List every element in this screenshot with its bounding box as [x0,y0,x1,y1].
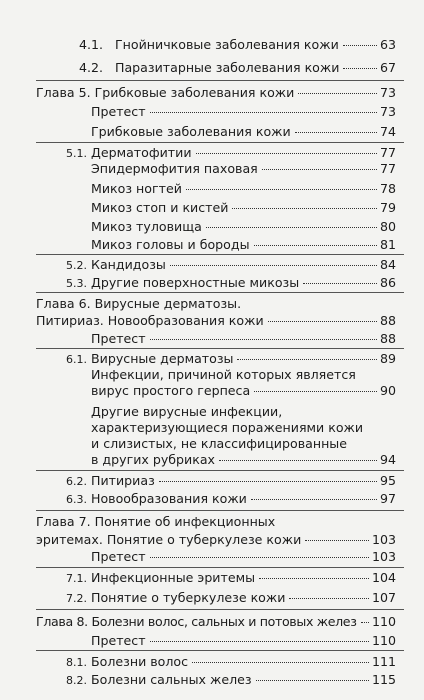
entry-title: Питириаз [91,473,155,488]
entry-title: Претест [91,549,146,564]
page-number: 95 [379,473,396,488]
toc-entry-7-2 [66,589,396,607]
entry-title: Микоз головы и бороды [91,237,250,252]
chapter-6-heading-line-1: Глава 6. Вирусные дерматозы. [36,296,242,311]
page-number: 103 [371,532,396,547]
subentry-text-line: характеризующиеся поражениями кожи [91,420,364,435]
chapter-7-heading-line-1: Глава 7. Понятие об инфекционных [36,514,276,529]
section-number: 5.2. [66,259,87,272]
toc-entry-pretest-8 [91,632,396,649]
page-number: 74 [379,124,396,139]
chapter-title: Глава 5. Грибковые заболевания кожи [36,85,295,100]
page-number: 88 [379,331,396,346]
dot-leader [251,499,377,500]
entry-title: Кандидозы [91,257,166,272]
dot-leader [305,540,369,541]
section-number: 8.1. [66,656,87,669]
entry-title: Микоз ногтей [91,181,182,196]
page-number: 67 [379,60,396,75]
toc-subentry [91,199,396,216]
separator-line [36,292,404,293]
chapter-title: Глава 8. Болезни волос, сальных и потовых желез [36,614,357,629]
dot-leader [254,391,377,392]
toc-subentry [91,180,396,197]
toc-entry-5-3 [66,274,396,292]
page-number: 89 [379,351,396,366]
toc-entry-4-2 [79,59,396,76]
page-number: 94 [379,452,396,467]
section-number: 5.1. [66,147,87,160]
section-number: 4.2. [79,60,104,75]
dot-leader [361,622,369,623]
dot-leader [343,45,377,46]
dot-leader [262,169,377,170]
entry-title: Понятие о туберкулезе кожи [91,590,286,605]
toc-entry-8-1 [66,653,396,671]
page-number: 90 [379,383,396,398]
page-number: 80 [379,219,396,234]
entry-title: Другие поверхностные микозы [91,275,300,290]
page-number: 81 [379,237,396,252]
page-number: 97 [379,491,396,506]
page-number: 73 [379,85,396,100]
entry-title: Новообразования кожи [91,491,247,506]
dot-leader [343,68,377,69]
toc-subentry [91,382,396,399]
section-number: 4.1. [79,37,104,52]
separator-line [36,567,404,568]
section-number: 7.2. [66,592,87,605]
separator-line [36,80,404,81]
chapter-7-heading [36,531,396,548]
page-number: 78 [379,181,396,196]
page-number: 104 [371,570,396,585]
separator-line [36,470,404,471]
dot-leader [150,641,369,642]
dot-leader [150,557,369,558]
chapter-title: Питириаз. Новообразования кожи [36,313,264,328]
page-number: 73 [379,104,396,119]
section-number: 6.3. [66,493,87,506]
page-number: 86 [379,275,396,290]
section-number: 5.3. [66,277,87,290]
page-number: 103 [371,549,396,564]
toc-entry-fungal [91,123,396,140]
entry-title: в других рубриках [91,452,216,467]
page-number: 107 [371,590,396,605]
entry-title: вирус простого герпеса [91,383,251,398]
dot-leader [295,132,377,133]
dot-leader [150,112,377,113]
entry-title: Микоз стоп и кистей [91,200,229,215]
subentry-text-line: Другие вирусные инфекции, [91,404,283,419]
entry-title: Претест [91,331,146,346]
toc-entry-pretest-5 [91,103,396,120]
subentry-text-line: Инфекции, причиной которых является [91,367,356,382]
dot-leader [254,245,377,246]
entry-title: Претест [91,104,146,119]
page-number: 110 [371,614,396,629]
page-number: 79 [379,200,396,215]
dot-leader [268,321,377,322]
toc-entry-6-3 [66,490,396,508]
toc-subentry [91,160,396,177]
chapter-5-heading [36,84,396,101]
chapter-title: эритемах. Понятие о туберкулезе кожи [36,532,302,547]
dot-leader [303,283,377,284]
dot-leader [150,339,377,340]
section-number: 8.2. [66,674,87,687]
dot-leader [206,227,377,228]
page-number: 84 [379,257,396,272]
page-number: 115 [371,672,396,687]
separator-line [36,254,404,255]
page-number: 77 [379,145,396,160]
dot-leader [259,578,369,579]
toc-entry-5-2 [66,256,396,274]
chapter-6-heading [36,312,396,329]
entry-title: Гнойничковые заболевания кожи [115,37,339,52]
dot-leader [289,598,369,599]
toc-subentry [91,451,396,468]
entry-title: Претест [91,633,146,648]
entry-title: Вирусные дерматозы [91,351,234,366]
dot-leader [192,662,369,663]
dot-leader [237,359,376,360]
dot-leader [186,189,377,190]
entry-title: Эпидермофития паховая [91,161,258,176]
toc-entry-pretest-6 [91,330,396,347]
dot-leader [232,208,377,209]
separator-line [36,348,404,349]
dot-leader [256,680,369,681]
separator-line [36,609,404,610]
page-number: 77 [379,161,396,176]
dot-leader [170,265,377,266]
section-number: 6.1. [66,353,87,366]
dot-leader [196,153,377,154]
entry-title: Грибковые заболевания кожи [91,124,291,139]
section-number: 7.1. [66,572,87,585]
dot-leader [159,481,377,482]
separator-line [36,650,404,651]
entry-title: Микоз туловища [91,219,202,234]
entry-title: Дерматофитии [91,145,192,160]
page-number: 63 [379,37,396,52]
toc-entry-7-1 [66,569,396,587]
toc-entry-8-2 [66,671,396,689]
dot-leader [219,460,377,461]
toc-subentry [91,236,396,253]
entry-title: Болезни сальных желез [91,672,252,687]
separator-line [36,510,404,511]
entry-title: Паразитарные заболевания кожи [115,60,340,75]
section-number: 6.2. [66,475,87,488]
dot-leader [298,93,377,94]
chapter-8-heading [36,613,396,630]
entry-title: Болезни волос [91,654,189,669]
toc-subentry [91,218,396,235]
toc-entry-pretest-7 [91,548,396,565]
subentry-text-line: и слизистых, не классифицированные [91,436,347,451]
page-number: 110 [371,633,396,648]
entry-title: Инфекционные эритемы [91,570,256,585]
toc-entry-6-2 [66,472,396,490]
page-number: 88 [379,313,396,328]
separator-line [36,142,404,143]
toc-entry-4-1 [79,36,396,53]
page-number: 111 [371,654,396,669]
